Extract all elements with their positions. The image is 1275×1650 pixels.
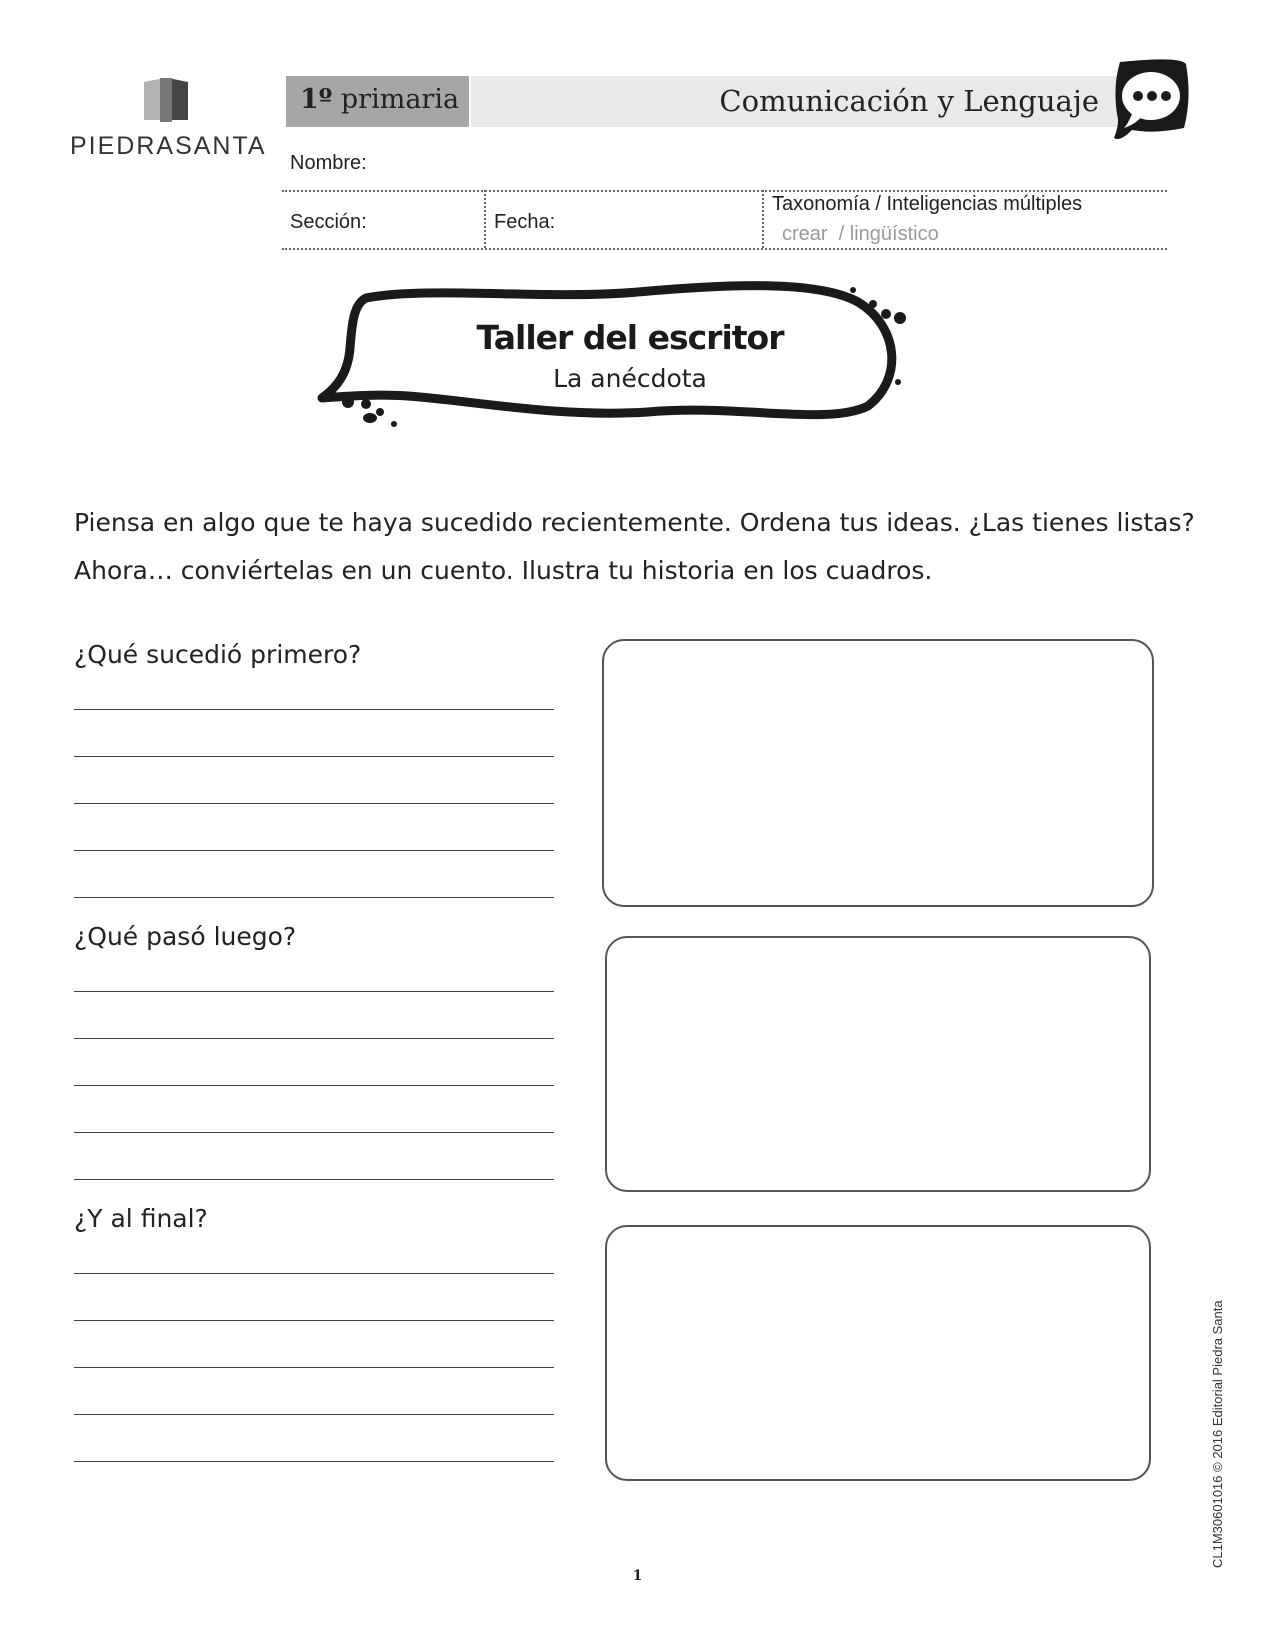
drawing-box-then[interactable] (605, 936, 1151, 1192)
date-label: Fecha: (494, 211, 556, 233)
writing-line[interactable] (74, 1414, 554, 1415)
writing-line[interactable] (74, 991, 554, 992)
instructions-line-1: Piensa en algo que te haya sucedido recientemente. Ordena tus ideas. ¿Las tienes listas? (74, 508, 1195, 537)
writing-line[interactable] (74, 1179, 554, 1180)
writing-line[interactable] (74, 803, 554, 804)
name-label: Nombre: (290, 152, 367, 174)
writing-line[interactable] (74, 1038, 554, 1039)
writing-line[interactable] (74, 1461, 554, 1462)
writing-line[interactable] (74, 756, 554, 757)
publisher-logo (70, 70, 270, 165)
page-number: 1 (632, 1568, 643, 1584)
writing-line[interactable] (74, 1085, 554, 1086)
grade-label (300, 84, 459, 115)
writing-line[interactable] (74, 1367, 554, 1368)
grade-text: primaria (340, 84, 460, 115)
writing-line[interactable] (74, 850, 554, 851)
drawing-box-first[interactable] (602, 639, 1154, 907)
question-end: ¿Y al final? (74, 1204, 208, 1233)
form-divider-v2 (762, 190, 764, 248)
question-first: ¿Qué sucedió primero? (74, 640, 362, 669)
activity-title: Taller del escritor (476, 318, 784, 357)
section-label: Sección: (290, 211, 367, 233)
book-icon (140, 76, 192, 122)
writing-line[interactable] (74, 1320, 554, 1321)
grade-badge (286, 76, 469, 127)
copyright-notice: CL1M30601016 © 2016 Editorial Piedra Santa (1210, 1300, 1225, 1568)
publisher-name: PIEDRASANTA (70, 132, 267, 160)
taxonomy-label: Taxonomía / Inteligencias múltiples (772, 193, 1083, 215)
grade-number: 1º (300, 84, 333, 115)
subject-title: Comunicación y Lenguaje (719, 84, 1099, 118)
form-divider-v1 (484, 190, 486, 248)
writing-line[interactable] (74, 897, 554, 898)
taxonomy-value: crear / lingüístico (782, 223, 939, 245)
writing-line[interactable] (74, 709, 554, 710)
instructions-line-2: Ahora… conviértelas en un cuento. Ilustra tu historia en los cuadros. (74, 556, 933, 585)
chat-bubble-icon (1110, 58, 1192, 142)
activity-subtitle: La anécdota (553, 364, 707, 393)
title-speech-bubble (308, 278, 908, 438)
drawing-box-end[interactable] (605, 1225, 1151, 1481)
writing-line[interactable] (74, 1132, 554, 1133)
form-divider-top (282, 190, 1167, 192)
writing-line[interactable] (74, 1273, 554, 1274)
question-then: ¿Qué pasó luego? (74, 922, 297, 951)
subject-bar (471, 76, 1117, 127)
form-divider-bottom (282, 248, 1167, 250)
